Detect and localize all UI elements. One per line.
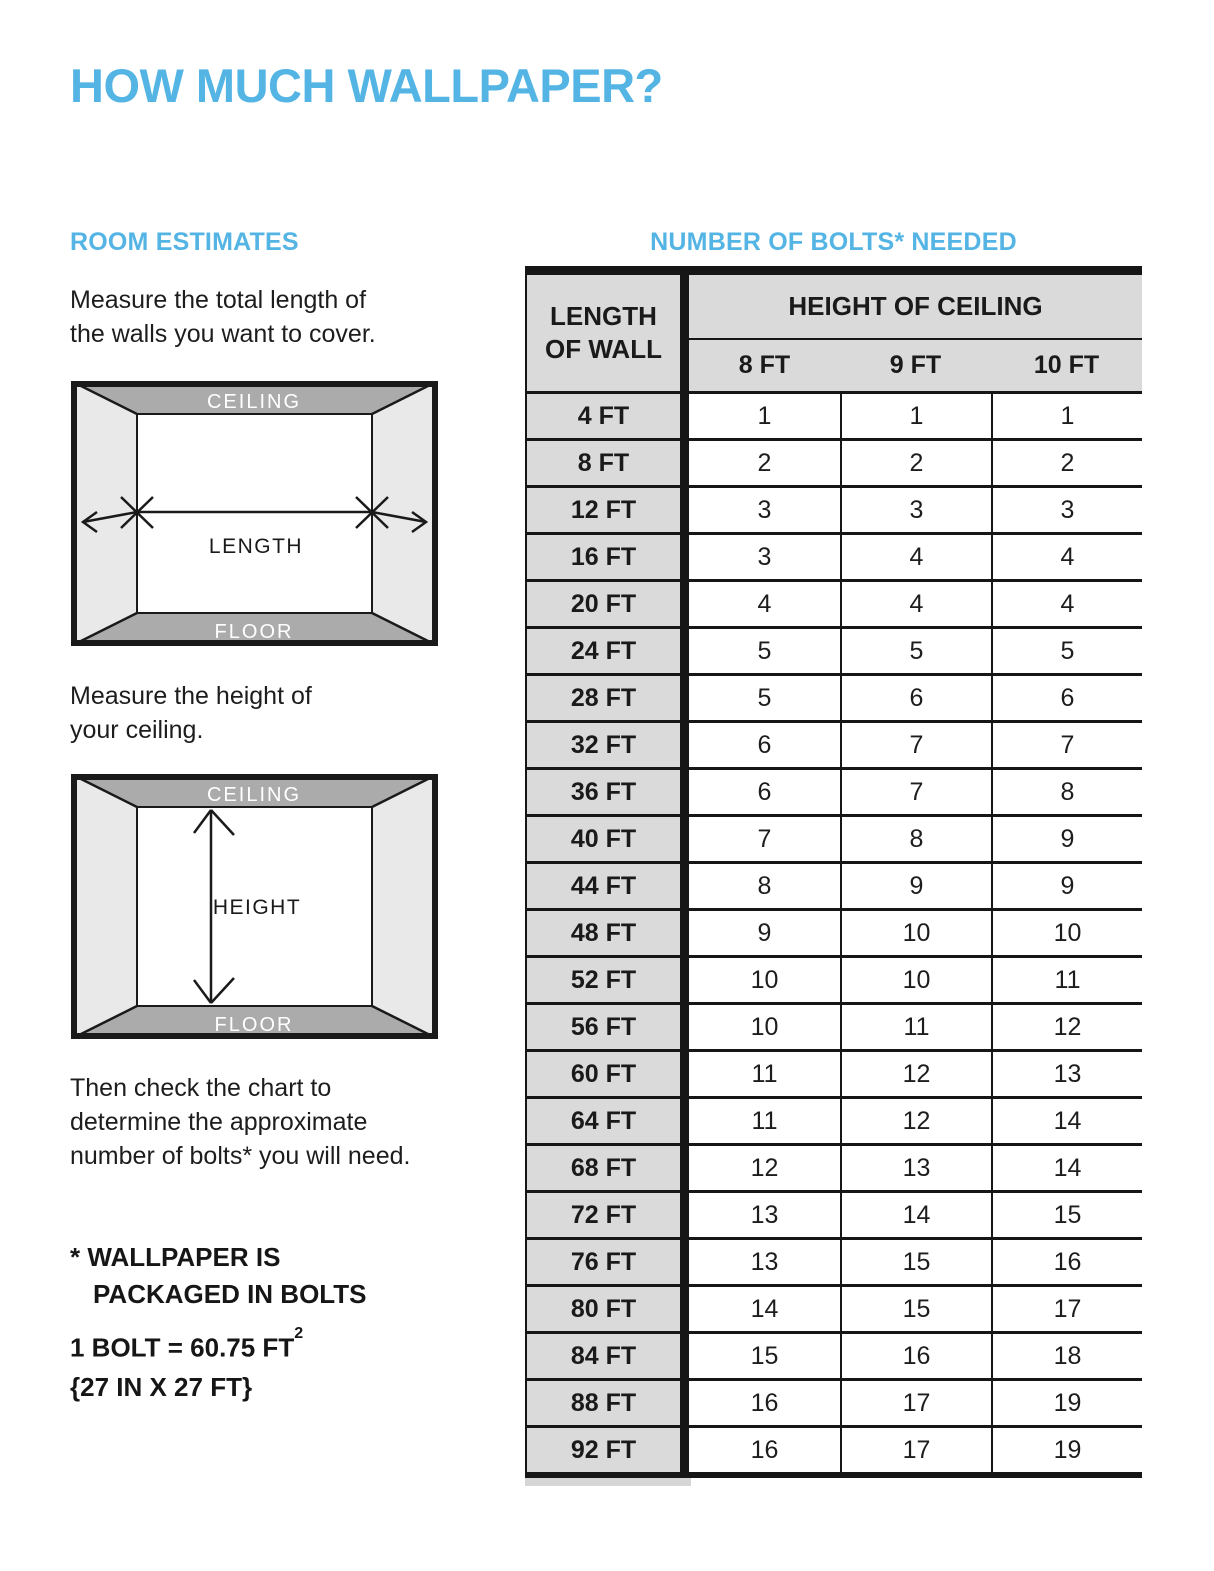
bolts-9ft-cell: 8	[840, 817, 991, 861]
bolts-9ft-cell: 9	[840, 864, 991, 908]
row-divider	[680, 394, 689, 438]
room-height-diagram	[71, 774, 438, 1039]
bolts-table-body	[527, 394, 1142, 1472]
table-row	[527, 911, 1142, 958]
wall-length-cell: 8 FT	[527, 441, 680, 485]
step3-line3: number of bolts* you will need.	[70, 1142, 411, 1170]
row-divider	[680, 582, 689, 626]
bolt-size-superscript: 2	[294, 1325, 304, 1342]
table-row	[527, 1334, 1142, 1381]
bolts-9ft-cell: 15	[840, 1240, 991, 1284]
table-row	[527, 1193, 1142, 1240]
bolts-8ft-cell: 11	[689, 1052, 840, 1096]
bolts-9ft-cell: 15	[840, 1287, 991, 1331]
table-row	[527, 1428, 1142, 1472]
wall-length-cell: 72 FT	[527, 1193, 680, 1237]
bolts-10ft-cell: 4	[991, 535, 1142, 579]
footnote-line1: * WALLPAPER IS	[70, 1242, 281, 1272]
ceiling-label: CEILING	[206, 391, 302, 413]
row-divider	[680, 770, 689, 814]
room-estimates-heading: ROOM ESTIMATES	[70, 228, 299, 256]
table-row	[527, 1052, 1142, 1099]
bolts-10ft-cell: 5	[991, 629, 1142, 673]
wall-length-cell: 80 FT	[527, 1287, 680, 1331]
table-row	[527, 629, 1142, 676]
wall-length-cell: 88 FT	[527, 1381, 680, 1425]
row-divider	[680, 723, 689, 767]
table-row	[527, 1005, 1142, 1052]
page-title: HOW MUCH WALLPAPER?	[70, 59, 663, 112]
wall-length-cell: 28 FT	[527, 676, 680, 720]
bolts-8ft-cell: 5	[689, 629, 840, 673]
step1-line1: Measure the total length of	[70, 286, 367, 314]
bolts-10ft-cell: 13	[991, 1052, 1142, 1096]
bolts-10ft-cell: 18	[991, 1334, 1142, 1378]
bolts-8ft-cell: 11	[689, 1099, 840, 1143]
bolts-8ft-cell: 10	[689, 1005, 840, 1049]
row-divider	[680, 817, 689, 861]
step3-line1: Then check the chart to	[70, 1074, 332, 1102]
bolts-8ft-cell: 16	[689, 1381, 840, 1425]
bolts-10ft-cell: 6	[991, 676, 1142, 720]
col-header-9ft: 9 FT	[889, 351, 942, 379]
bolts-9ft-cell: 17	[840, 1381, 991, 1425]
footnote-line2: PACKAGED IN BOLTS	[93, 1279, 367, 1309]
bolts-9ft-cell: 2	[840, 441, 991, 485]
bolts-8ft-cell: 3	[689, 488, 840, 532]
bolts-9ft-cell: 16	[840, 1334, 991, 1378]
bolts-8ft-cell: 13	[689, 1193, 840, 1237]
wall-length-cell: 76 FT	[527, 1240, 680, 1284]
bolts-9ft-cell: 7	[840, 723, 991, 767]
wall-length-cell: 24 FT	[527, 629, 680, 673]
back-wall-panel	[137, 414, 372, 613]
wall-length-cell: 68 FT	[527, 1146, 680, 1190]
wall-length-cell: 36 FT	[527, 770, 680, 814]
bolts-9ft-cell: 7	[840, 770, 991, 814]
length-of-wall-line2: OF WALL	[545, 334, 662, 364]
table-row	[527, 1381, 1142, 1428]
row-divider	[680, 1099, 689, 1143]
bolts-9ft-cell: 17	[840, 1428, 991, 1472]
table-row	[527, 676, 1142, 723]
wall-length-cell: 20 FT	[527, 582, 680, 626]
row-divider	[680, 1287, 689, 1331]
table-row	[527, 582, 1142, 629]
bolts-9ft-cell: 1	[840, 394, 991, 438]
step3-line2: determine the approximate	[70, 1108, 368, 1136]
row-divider	[680, 1052, 689, 1096]
bolts-8ft-cell: 13	[689, 1240, 840, 1284]
bolts-table-header	[527, 275, 1142, 394]
bolts-10ft-cell: 12	[991, 1005, 1142, 1049]
step2-line1: Measure the height of	[70, 682, 312, 710]
bolts-10ft-cell: 14	[991, 1146, 1142, 1190]
row-divider	[680, 1193, 689, 1237]
bolts-10ft-cell: 10	[991, 911, 1142, 955]
header-divider	[680, 275, 689, 391]
table-row	[527, 817, 1142, 864]
table-row	[527, 1240, 1142, 1287]
table-row	[527, 441, 1142, 488]
bolts-8ft-cell: 4	[689, 582, 840, 626]
bolts-10ft-cell: 15	[991, 1193, 1142, 1237]
bolts-8ft-cell: 14	[689, 1287, 840, 1331]
bolts-10ft-cell: 16	[991, 1240, 1142, 1284]
bolts-8ft-cell: 2	[689, 441, 840, 485]
table-row	[527, 723, 1142, 770]
step1-line2: the walls you want to cover.	[70, 320, 376, 348]
bolts-8ft-cell: 9	[689, 911, 840, 955]
bolt-size-line1	[70, 1323, 303, 1368]
bolt-size-line2: {27 IN X 27 FT}	[70, 1371, 253, 1402]
bolts-9ft-cell: 12	[840, 1052, 991, 1096]
bolts-8ft-cell: 5	[689, 676, 840, 720]
bolts-needed-heading: NUMBER OF BOLTS* NEEDED	[650, 228, 1017, 256]
col-header-10ft: 10 FT	[1033, 351, 1100, 379]
bolts-8ft-cell: 6	[689, 770, 840, 814]
step2-line2: your ceiling.	[70, 716, 204, 744]
length-of-wall-header	[527, 275, 680, 391]
length-measure-label: LENGTH	[208, 535, 304, 558]
wall-length-cell: 40 FT	[527, 817, 680, 861]
row-divider	[680, 864, 689, 908]
bolts-9ft-cell: 10	[840, 911, 991, 955]
height-of-ceiling-header: HEIGHT OF CEILING	[689, 275, 1142, 340]
bolts-9ft-cell: 6	[840, 676, 991, 720]
row-divider	[680, 535, 689, 579]
left-wall-panel	[71, 774, 137, 1039]
table-row	[527, 1099, 1142, 1146]
bolts-9ft-cell: 3	[840, 488, 991, 532]
floor-label: FLOOR	[214, 621, 294, 643]
row-divider	[680, 1428, 689, 1472]
bolts-8ft-cell: 8	[689, 864, 840, 908]
bolts-9ft-cell: 12	[840, 1099, 991, 1143]
bolt-size-text: 1 BOLT = 60.75 FT	[70, 1332, 295, 1363]
bolts-10ft-cell: 9	[991, 864, 1142, 908]
bolts-8ft-cell: 6	[689, 723, 840, 767]
wall-length-cell: 56 FT	[527, 1005, 680, 1049]
bolts-8ft-cell: 7	[689, 817, 840, 861]
row-divider	[680, 488, 689, 532]
row-divider	[680, 676, 689, 720]
bolts-8ft-cell: 16	[689, 1428, 840, 1472]
wall-length-cell: 60 FT	[527, 1052, 680, 1096]
wall-length-cell: 32 FT	[527, 723, 680, 767]
bolts-9ft-cell: 13	[840, 1146, 991, 1190]
bolts-10ft-cell: 14	[991, 1099, 1142, 1143]
row-divider	[680, 1240, 689, 1284]
bolts-footnote	[70, 1239, 366, 1313]
ceiling-label: CEILING	[206, 784, 302, 806]
step3-instruction	[70, 1071, 410, 1173]
wall-length-cell: 4 FT	[527, 394, 680, 438]
row-divider	[680, 441, 689, 485]
table-row	[527, 394, 1142, 441]
height-measure-label: HEIGHT	[212, 896, 302, 919]
step2-instruction	[70, 679, 312, 747]
bolts-10ft-cell: 17	[991, 1287, 1142, 1331]
bolts-8ft-cell: 3	[689, 535, 840, 579]
row-divider	[680, 1146, 689, 1190]
floor-label: FLOOR	[214, 1014, 294, 1036]
bolts-8ft-cell: 10	[689, 958, 840, 1002]
row-divider	[680, 1381, 689, 1425]
room-length-diagram	[71, 381, 438, 646]
bolts-10ft-cell: 19	[991, 1381, 1142, 1425]
wall-length-cell: 12 FT	[527, 488, 680, 532]
bolts-10ft-cell: 11	[991, 958, 1142, 1002]
wall-length-cell: 84 FT	[527, 1334, 680, 1378]
bolts-table	[525, 266, 1142, 1478]
row-divider	[680, 1005, 689, 1049]
wall-length-cell: 44 FT	[527, 864, 680, 908]
length-of-wall-line1: LENGTH	[550, 301, 657, 331]
right-wall-panel	[372, 774, 438, 1039]
wall-length-cell: 16 FT	[527, 535, 680, 579]
bolts-9ft-cell: 10	[840, 958, 991, 1002]
row-divider	[680, 629, 689, 673]
table-row	[527, 770, 1142, 817]
col-header-8ft: 8 FT	[738, 351, 791, 379]
bolts-10ft-cell: 7	[991, 723, 1142, 767]
bolts-8ft-cell: 1	[689, 394, 840, 438]
wall-length-cell: 48 FT	[527, 911, 680, 955]
bolts-9ft-cell: 11	[840, 1005, 991, 1049]
table-row	[527, 864, 1142, 911]
table-row	[527, 1287, 1142, 1334]
bolts-10ft-cell: 19	[991, 1428, 1142, 1472]
bolts-8ft-cell: 15	[689, 1334, 840, 1378]
table-row	[527, 1146, 1142, 1193]
bolts-9ft-cell: 14	[840, 1193, 991, 1237]
bolts-10ft-cell: 3	[991, 488, 1142, 532]
bolts-10ft-cell: 8	[991, 770, 1142, 814]
row-divider	[680, 958, 689, 1002]
bolts-9ft-cell: 4	[840, 535, 991, 579]
bolts-10ft-cell: 2	[991, 441, 1142, 485]
table-row	[527, 535, 1142, 582]
bolts-9ft-cell: 5	[840, 629, 991, 673]
row-divider	[680, 1334, 689, 1378]
bolts-10ft-cell: 9	[991, 817, 1142, 861]
bolts-8ft-cell: 12	[689, 1146, 840, 1190]
bolts-10ft-cell: 1	[991, 394, 1142, 438]
bolts-10ft-cell: 4	[991, 582, 1142, 626]
wall-length-cell: 92 FT	[527, 1428, 680, 1472]
wall-length-cell: 52 FT	[527, 958, 680, 1002]
table-row	[527, 958, 1142, 1005]
table-row	[527, 488, 1142, 535]
bolt-size-info	[70, 1323, 303, 1407]
step1-instruction	[70, 283, 376, 351]
bolts-9ft-cell: 4	[840, 582, 991, 626]
wall-length-cell: 64 FT	[527, 1099, 680, 1143]
row-divider	[680, 911, 689, 955]
ceiling-height-subheaders	[689, 340, 1142, 391]
